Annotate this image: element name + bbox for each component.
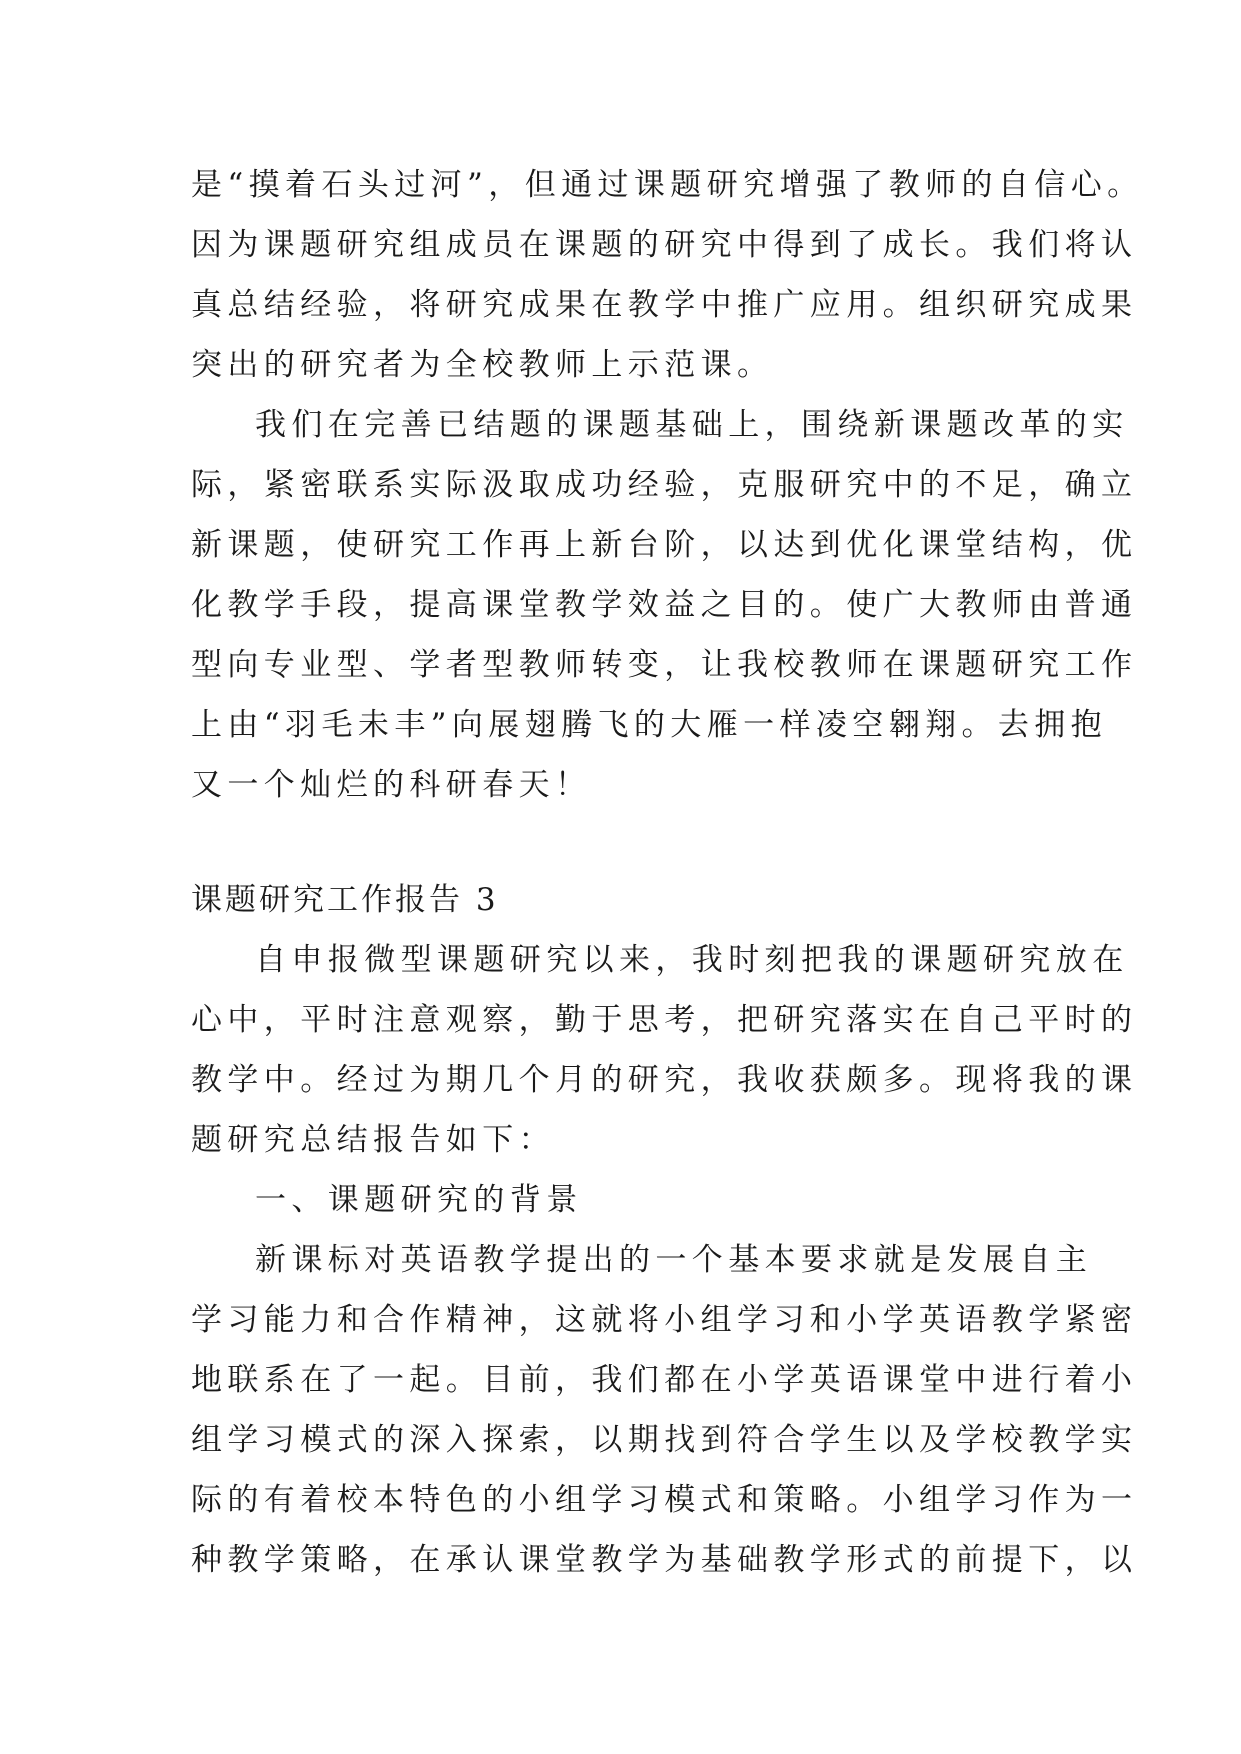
- text-line: 上由“羽毛未丰”向展翅腾飞的大雁一样凌空翱翔。去拥抱: [191, 707, 1108, 743]
- text-line: 是“摸着石头过河”，但通过课题研究增强了教师的自信心。: [191, 167, 1144, 203]
- text-line: 种教学策略，在承认课堂教学为基础教学形式的前提下，以: [191, 1542, 1138, 1578]
- text-line: 新课题，使研究工作再上新台阶，以达到优化课堂结构，优: [191, 527, 1138, 563]
- text-line: 突出的研究者为全校教师上示范课。: [191, 347, 774, 383]
- paragraph-first-line: 我们在完善已结题的课题基础上，围绕新课题改革的实: [255, 407, 1129, 443]
- text-line: 组学习模式的深入探索，以期找到符合学生以及学校教学实: [191, 1422, 1138, 1458]
- text-line: 际的有着校本特色的小组学习模式和策略。小组学习作为一: [191, 1482, 1138, 1518]
- text-line: 学习能力和合作精神，这就将小组学习和小学英语教学紧密: [191, 1302, 1138, 1338]
- section-heading: 课题研究工作报告 3: [191, 882, 499, 918]
- subsection-heading: 一、课题研究的背景: [255, 1182, 583, 1218]
- text-line: 心中，平时注意观察，勤于思考，把研究落实在自己平时的: [191, 1002, 1138, 1038]
- text-line: 际，紧密联系实际汲取成功经验，克服研究中的不足，确立: [191, 467, 1138, 503]
- text-line: 化教学手段，提高课堂教学效益之目的。使广大教师由普通: [191, 587, 1138, 623]
- text-line: 真总结经验，将研究成果在教学中推广应用。组织研究成果: [191, 287, 1138, 323]
- text-line: 教学中。经过为期几个月的研究，我收获颇多。现将我的课: [191, 1062, 1138, 1098]
- paragraph-first-line: 自申报微型课题研究以来，我时刻把我的课题研究放在: [255, 942, 1129, 978]
- text-line: 型向专业型、学者型教师转变，让我校教师在课题研究工作: [191, 647, 1138, 683]
- text-line: 因为课题研究组成员在课题的研究中得到了成长。我们将认: [191, 227, 1138, 263]
- paragraph-first-line: 新课标对英语教学提出的一个基本要求就是发展自主: [255, 1242, 1093, 1278]
- text-line: 地联系在了一起。目前，我们都在小学英语课堂中进行着小: [191, 1362, 1138, 1398]
- text-line: 又一个灿烂的科研春天！: [191, 767, 592, 803]
- text-line: 题研究总结报告如下：: [191, 1122, 555, 1158]
